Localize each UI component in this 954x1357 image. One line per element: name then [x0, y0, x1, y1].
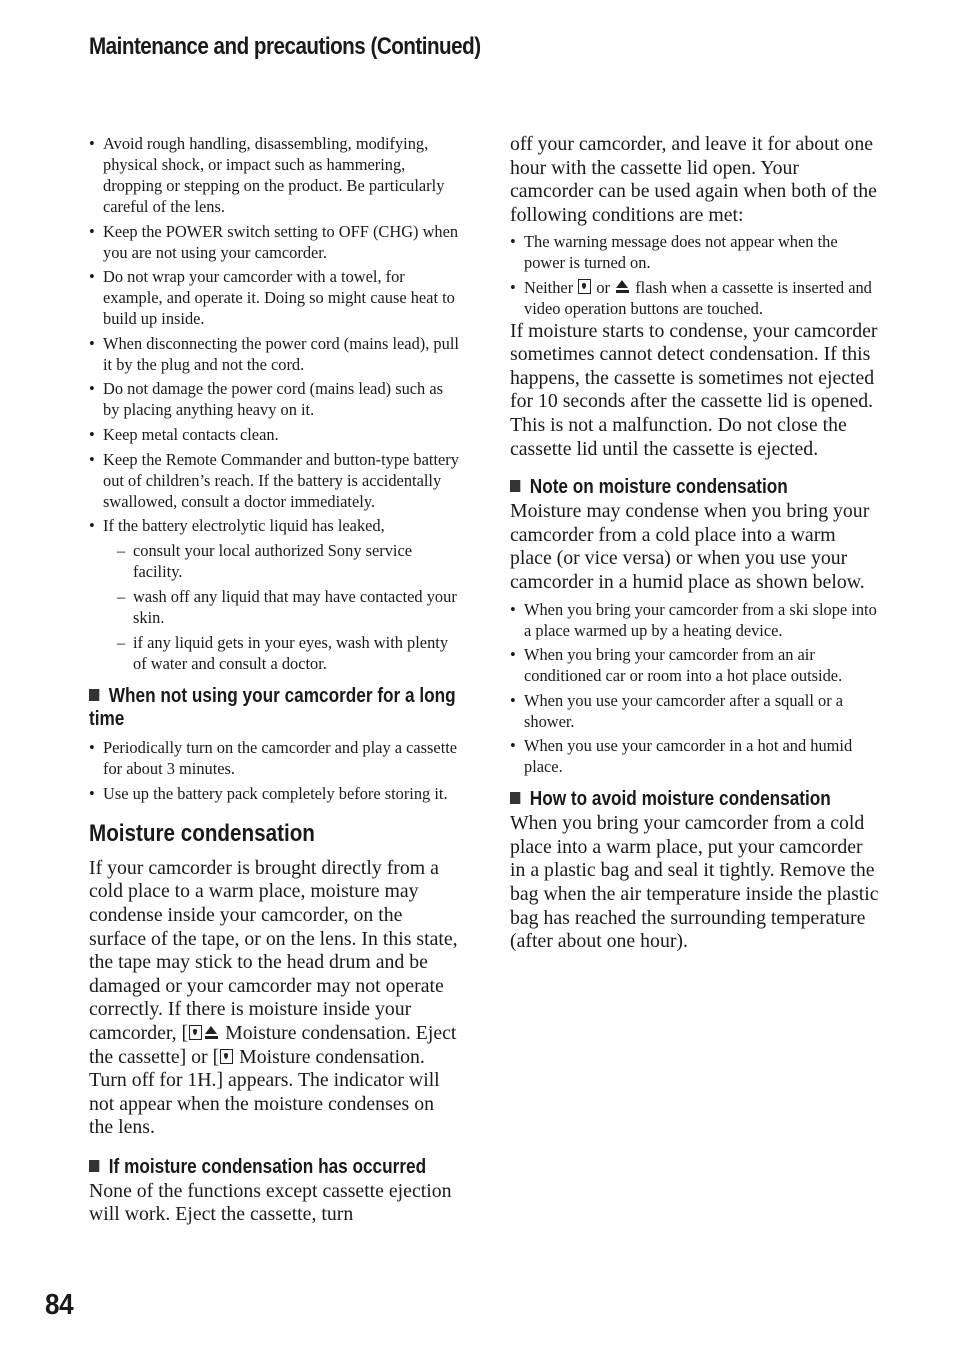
continued-paragraph: off your camcorder, and leave it for about one hour with the cassette lid open. Your camcorder can be used again when both of the following conditions are met: [510, 133, 877, 226]
sub-list-item: – consult your local authorized Sony service facility. [103, 540, 461, 582]
list-item: • Avoid rough handling, disassembling, modifying, physical shock, or impact such as hammering, dropping or stepping on the product. Be particularly careful of the lens. [89, 133, 461, 217]
list-item [510, 277, 882, 319]
sub-list [103, 540, 461, 674]
list-item: • When you use your camcorder after a squall or a shower. [510, 690, 882, 732]
moisture-icon [189, 1025, 202, 1040]
right-column [510, 133, 882, 954]
list-item-text: flash when a cassette is inserted and video operation buttons are touched. [524, 277, 872, 318]
subheading-text: How to avoid moisture condensation [529, 788, 831, 811]
subheading-text: If moisture condensation has occurred [108, 1155, 427, 1178]
list-item: • Use up the battery pack completely before storing it. [89, 783, 461, 804]
subheading-long-time [89, 685, 460, 731]
section-heading-moisture: Moisture condensation [89, 819, 315, 847]
page-header: Maintenance and precautions (Continued) [89, 33, 481, 60]
list-item-battery-leak [89, 515, 461, 674]
square-bullet-icon [510, 480, 520, 492]
moisture-icon [220, 1049, 233, 1064]
sub-list-item: – wash off any liquid that may have contacted your skin. [103, 586, 461, 628]
left-column [89, 133, 461, 1227]
square-bullet-icon [89, 689, 99, 701]
list-item-text: Neither [524, 277, 578, 297]
eject-icon [204, 1026, 219, 1040]
square-bullet-icon [510, 792, 520, 804]
sub-list-item: – if any liquid gets in your eyes, wash with plenty of water and consult a doctor. [103, 632, 461, 674]
list-item: • When you bring your camcorder from an air conditioned car or room into a hot place outside. [510, 644, 882, 686]
subheading-avoid [510, 788, 881, 811]
conditions-list [510, 231, 882, 319]
list-item: • Keep metal contacts clean. [89, 424, 461, 445]
list-item: • The warning message does not appear when the power is turned on. [510, 231, 882, 273]
list-item: • Keep the POWER switch setting to OFF (CHG) when you are not using your camcorder. [89, 221, 461, 263]
long-time-list [89, 737, 461, 804]
list-item-text: or [592, 277, 615, 297]
moisture-paragraph [89, 857, 461, 1140]
avoid-paragraph: When you bring your camcorder from a cold place into a warm place, put your camcorder in a plastic bag and seal it tightly. Remove the bag when the air temperature inside the plastic bag has reached the surrounding temperature (after about one hour). [510, 812, 879, 953]
paragraph-text: Moisture condensation. Turn off for 1H.] appears. The indicator will not appear when the moisture condenses on the lens. [89, 1045, 440, 1139]
list-item: • Periodically turn on the camcorder and play a cassette for about 3 minutes. [89, 737, 461, 779]
eject-icon [615, 280, 630, 294]
list-item: • When disconnecting the power cord (mains lead), pull it by the plug and not the cord. [89, 333, 461, 375]
list-item-text: If the battery electrolytic liquid has leaked, [103, 516, 385, 536]
subheading-text: When not using your camcorder for a long time [89, 685, 456, 731]
detect-paragraph: If moisture starts to condense, your camcorder sometimes cannot detect condensation. If this happens, the cassette is sometimes not ejected for 10 seconds after the cassette lid is opened. This is not a malfunction. Do not close the cassette lid until the cassette is ejected. [510, 319, 878, 460]
precautions-list [89, 133, 461, 674]
subheading-text: Note on moisture condensation [529, 476, 788, 499]
subheading-occurred [89, 1156, 460, 1179]
square-bullet-icon [89, 1160, 99, 1172]
page-number: 84 [45, 1289, 74, 1321]
note-list [510, 599, 882, 778]
moisture-icon [578, 279, 591, 294]
subheading-note [510, 476, 881, 499]
list-item: • Do not damage the power cord (mains lead) such as by placing anything heavy on it. [89, 378, 461, 420]
occurred-paragraph: None of the functions except cassette ejection will work. Eject the cassette, turn [89, 1179, 452, 1226]
list-item: • Keep the Remote Commander and button-type battery out of children’s reach. If the battery is accidentally swallowed, consult a doctor immediately. [89, 449, 461, 512]
note-paragraph: Moisture may condense when you bring your camcorder from a cold place into a warm place (or vice versa) or when you use your camcorder in a humid place as shown below. [510, 500, 870, 593]
list-item: • When you bring your camcorder from a ski slope into a place warmed up by a heating device. [510, 599, 882, 641]
list-item: • Do not wrap your camcorder with a towel, for example, and operate it. Doing so might cause heat to build up inside. [89, 266, 461, 329]
paragraph-text: If your camcorder is brought directly from a cold place to a warm place, moisture may condense inside your camcorder, on the surface of the tape, or on the lens. In this state, the tape may stick to the head drum and be damaged or your camcorder may not operate correctly. If there is moisture inside your camcorder, [ [89, 856, 458, 1044]
paragraph-text: Moisture condensation. Eject the cassette] or [ [89, 1021, 457, 1068]
list-item: • When you use your camcorder in a hot and humid place. [510, 735, 882, 777]
